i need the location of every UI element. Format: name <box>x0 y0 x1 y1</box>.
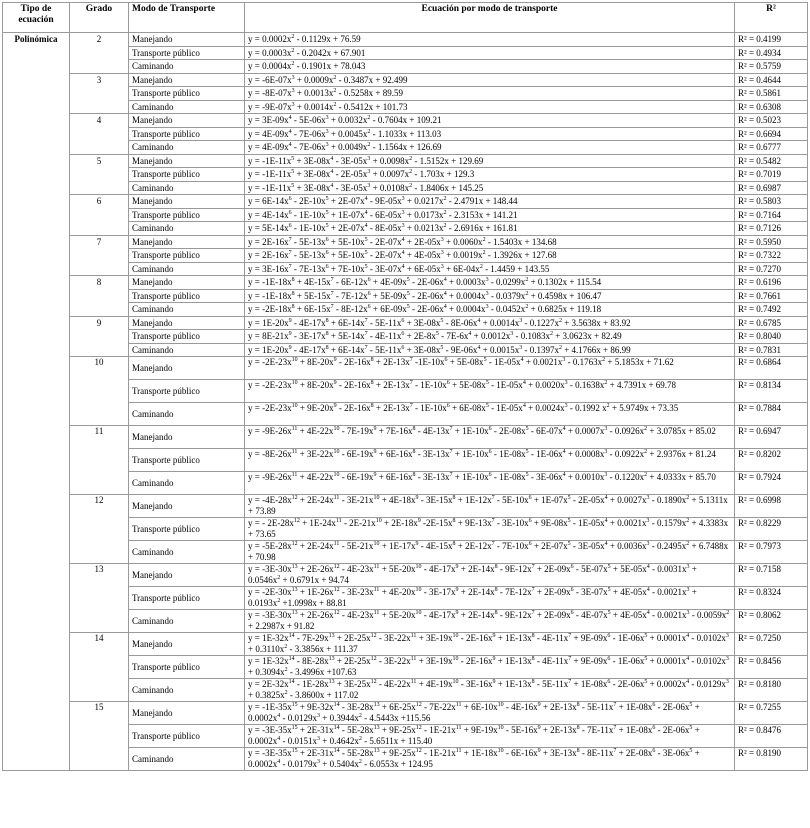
r2-cell: R² = 0.6864 <box>735 357 808 380</box>
modo-cell: Caminando <box>129 60 245 74</box>
modo-cell: Transporte público <box>129 289 245 303</box>
r2-cell: R² = 0.6947 <box>735 426 808 449</box>
table-row <box>3 357 808 380</box>
equation-cell: $y = -8E-07x^3 + 0.0013x^2 - 0.5258x + 89.59$ <box>245 87 735 101</box>
header-r2: R² <box>735 3 808 33</box>
r2-cell: R² = 0.7322 <box>735 249 808 263</box>
modo-cell: Transporte público <box>129 330 245 344</box>
equation-cell: $y = 6E-14x^6 - 2E-10x^5 + 2E-07x^4 - 9E-05x^3 + 0.0217x^2 - 2.4791x + 148.44$ <box>245 195 735 209</box>
grado-cell: 5 <box>70 154 129 195</box>
equation-cell: $y = -2E-23x^{10} + 8E-20x^9 - 2E-16x^8 + 2E-13x^7 - 1E-10x^6 + 5E-08x^5 - 1E-05x^4 + 0.0020x^3 - 0.1638x^2 + 4.7391x + 69.78$ <box>245 380 735 403</box>
r2-cell: R² = 0.8134 <box>735 380 808 403</box>
r2-cell: R² = 0.6998 <box>735 495 808 518</box>
modo-cell: Transporte público <box>129 380 245 403</box>
grado-cell: 7 <box>70 235 129 276</box>
equation-cell: $y = -3E-35x^{15} + 2E-31x^{14} - 5E-28x^{13} + 9E-25x^{12} - 1E-21x^{11} + 9E-19x^{10} - 5E-16x^9 + 2E-13x^8 - 7E-11x^7 + 1E-08x^6 - 2E-06x^5 + 0.0002x^4 - 0.0151x^3 + 0.4642x^2 - 5.6511x + 115.40$ <box>245 725 735 748</box>
grado-cell: 14 <box>70 633 129 702</box>
grado-cell: 9 <box>70 316 129 357</box>
equation-cell: $y = 1E-20x^9 - 4E-17x^8 + 6E-14x^7 - 5E-11x^6 + 3E-08x^5 - 8E-06x^4 + 0.0014x^3 - 0.1227x^2 + 3.5638x + 83.92$ <box>245 316 735 330</box>
modo-cell: Manejando <box>129 73 245 87</box>
grado-cell: 11 <box>70 426 129 495</box>
modo-cell: Manejando <box>129 154 245 168</box>
r2-cell: R² = 0.6196 <box>735 276 808 290</box>
equation-cell: $y = 4E-09x^4 - 7E-06x^3 + 0.0049x^2 - 1.1564x + 126.69$ <box>245 141 735 155</box>
equation-cell: $y = -1E-11x^5 + 3E-08x^4 - 3E-05x^3 + 0.0108x^2 - 1.8406x + 145.25$ <box>245 181 735 195</box>
modo-cell: Transporte público <box>129 46 245 60</box>
equation-cell: $y = -2E-23x^{10} + 9E-20x^9 - 2E-16x^8 + 2E-13x^7 - 1E-10x^6 + 6E-08x^5 - 1E-05x^4 + 0.0024x^3 - 0.1992$ $x^2 + 5.9749x + 73.35$ <box>245 403 735 426</box>
table-row <box>3 564 808 587</box>
r2-cell: R² = 0.7884 <box>735 403 808 426</box>
modo-cell: Caminando <box>129 541 245 564</box>
modo-cell: Transporte público <box>129 656 245 679</box>
r2-cell: R² = 0.5023 <box>735 114 808 128</box>
equation-cell: $y = 3E-16x^7 - 7E-13x^6 + 7E-10x^5 - 3E-07x^4 + 6E-05x^3 + 6E-04x^2 - 1.4459 + 143.55$ <box>245 262 735 276</box>
r2-cell: R² = 0.6777 <box>735 141 808 155</box>
r2-cell: R² = 0.6785 <box>735 316 808 330</box>
equation-cell: $y = 0.0003x^2 - 0.2042x + 67.901$ <box>245 46 735 60</box>
modo-cell: Transporte público <box>129 449 245 472</box>
r2-cell: R² = 0.7126 <box>735 222 808 236</box>
r2-cell: R² = 0.5803 <box>735 195 808 209</box>
equation-cell: $y = 3E-09x^4 - 5E-06x^3 + 0.0032x^2 - 0.7604x + 109.21$ <box>245 114 735 128</box>
table-row <box>3 235 808 249</box>
r2-cell: R² = 0.8476 <box>735 725 808 748</box>
modo-cell: Manejando <box>129 276 245 290</box>
equation-cell: $y = -1E-18x^8 + 5E-15x^7 - 7E-12x^6 + 5E-09x^5 - 2E-06x^4 + 0.0004x^3 - 0.0379x^2 + 0.4598x + 106.47$ <box>245 289 735 303</box>
modo-cell: Manejando <box>129 564 245 587</box>
modo-cell: Manejando <box>129 114 245 128</box>
r2-cell: R² = 0.5482 <box>735 154 808 168</box>
grado-cell: 3 <box>70 73 129 114</box>
r2-cell: R² = 0.5950 <box>735 235 808 249</box>
equation-cell: $y = 0.0002x^2 - 0.1129x + 76.59$ <box>245 33 735 47</box>
table-body <box>3 33 808 771</box>
table-row <box>3 73 808 87</box>
r2-cell: R² = 0.7250 <box>735 633 808 656</box>
equation-cell: $y = 0.0004x^2 - 0.1901x + 78.043$ <box>245 60 735 74</box>
modo-cell: Manejando <box>129 495 245 518</box>
r2-cell: R² = 0.8040 <box>735 330 808 344</box>
r2-cell: R² = 0.8190 <box>735 748 808 771</box>
modo-cell: Caminando <box>129 181 245 195</box>
equation-cell: $y = -8E-26x^{11} + 3E-22x^{10} - 6E-19x^9 + 6E-16x^8 - 3E-13x^7 + 1E-10x^6 - 1E-08x^5 - 1E-06x^4 + 0.0008x^3 - 0.0922x^2 + 2.9376x + 81.24$ <box>245 449 735 472</box>
equation-cell: $y = -3E-30x^{13} + 2E-26x^{12} - 4E-23x^{11} + 5E-20x^{10} - 4E-17x^9 + 2E-14x^8 - 9E-12x^7 + 2E-09x^6 - 4E-07x^5 + 4E-05x^4 - 0.0021x^3 - 0.0059x^2 + 2.2987x + 91.82$ <box>245 610 735 633</box>
r2-cell: R² = 0.7661 <box>735 289 808 303</box>
r2-cell: R² = 0.4934 <box>735 46 808 60</box>
equation-cell: $y = -9E-26x^{11} + 4E-22x^{10} - 6E-19x^9 + 6E-16x^8 - 3E-13x^7 + 1E-10x^6 - 1E-08x^5 - 3E-06x^4 + 0.0010x^3 - 0.1220x^2 + 4.0333x + 85.70$ <box>245 472 735 495</box>
table-row <box>3 33 808 47</box>
modo-cell: Transporte público <box>129 518 245 541</box>
modo-cell: Manejando <box>129 633 245 656</box>
equation-cell: $y = -9E-07x^3 + 0.0014x^2 - 0.5412x + 101.73$ <box>245 100 735 114</box>
r2-cell: R² = 0.5759 <box>735 60 808 74</box>
header-modo: Modo de Transporte <box>129 3 245 33</box>
modo-cell: Caminando <box>129 222 245 236</box>
header-row <box>3 3 808 33</box>
equation-cell: $y = 1E-32x^{14} - 7E-29x^{13} + 2E-25x^{12} - 3E-22x^{11} + 3E-19x^{10} - 2E-16x^9 + 1E-13x^8 - 4E-11x^7 + 9E-09x^6 - 1E-06x^5 + 0.0001x^4 - 0.0102x^3 + 0.3110x^2 - 3.3856x + 111.37$ <box>245 633 735 656</box>
modo-cell: Transporte público <box>129 87 245 101</box>
table-row <box>3 195 808 209</box>
modo-cell: Caminando <box>129 141 245 155</box>
equation-cell: $y = -3E-35x^{15} + 2E-31x^{14} - 5E-28x^{13} + 9E-25x^{12} - 1E-21x^{11} + 1E-18x^{10} - 6E-16x^9 + 3E-13x^8 - 8E-11x^7 + 2E-08x^6 - 3E-06x^5 + 0.0002x^4 - 0.0179x^3 + 0.5404x^2 - 6.0553x + 124.95$ <box>245 748 735 771</box>
equation-cell: $y = 2E-16x^7 - 5E-13x^6 + 5E-10x^5 - 2E-07x^4 + 4E-05x^3 + 0.0019x^2 - 1.3926x + 127.68$ <box>245 249 735 263</box>
table-row <box>3 154 808 168</box>
modo-cell: Manejando <box>129 195 245 209</box>
r2-cell: R² = 0.8062 <box>735 610 808 633</box>
equation-cell: $y = 5E-14x^6 - 1E-10x^5 + 2E-07x^4 - 8E-05x^3 + 0.0213x^2 - 2.6916x + 161.81$ <box>245 222 735 236</box>
modo-cell: Manejando <box>129 316 245 330</box>
r2-cell: R² = 0.6308 <box>735 100 808 114</box>
r2-cell: R² = 0.8180 <box>735 679 808 702</box>
r2-cell: R² = 0.4199 <box>735 33 808 47</box>
r2-cell: R² = 0.7255 <box>735 702 808 725</box>
table-row <box>3 316 808 330</box>
r2-cell: R² = 0.6694 <box>735 127 808 141</box>
equation-cell: $y = -5E-28x^{12} + 2E-24x^{11} - 5E-21x^{10} + 1E-17x^9 - 4E-15x^8 + 2E-12x^7 - 7E-10x^6 + 2E-07x^5 - 3E-05x^4 + 0.0036x^3 - 0.2495x^2 + 6.7488x + 70.98$ <box>245 541 735 564</box>
r2-cell: R² = 0.7164 <box>735 208 808 222</box>
equation-cell: $y = 2E-32x^{14} - 1E-28x^{13} + 3E-25x^{12} - 4E-22x^{11} + 4E-19x^{10} - 3E-16x^9 + 1E-13x^8 - 5E-11x^7 + 1E-08x^6 - 2E-06x^5 + 0.0002x^4 - 0.0129x^3 + 0.3825x^2 - 3.8600x + 117.02$ <box>245 679 735 702</box>
equation-cell: $y = -1E-18x^8 + 4E-15x^7 - 6E-12x^6 + 4E-09x^5 - 2E-06x^4 + 0.0003x^3 - 0.0299x^2 + 0.1302x + 115.54$ <box>245 276 735 290</box>
table-row <box>3 702 808 725</box>
equation-cell: $y = -1E-11x^5 + 3E-08x^4 - 3E-05x^3 + 0.0098x^2 - 1.5152x + 129.69$ <box>245 154 735 168</box>
equation-cell: $y = -4E-28x^{12} + 2E-24x^{11} - 3E-21x^{10} + 4E-18x^9 - 3E-15x^8 + 1E-12x^7 - 5E-10x^6 + 1E-07x^5 - 2E-05x^4 + 0.0027x^3 - 0.1890x^2 + 5.1311x + 73.89$ <box>245 495 735 518</box>
table-row <box>3 495 808 518</box>
modo-cell: Transporte público <box>129 208 245 222</box>
equation-cell: $y = -1E-11x^5 + 3E-08x^4 - 2E-05x^3 + 0.0097x^2 - 1.703x + 129.3$ <box>245 168 735 182</box>
r2-cell: R² = 0.4644 <box>735 73 808 87</box>
modo-cell: Manejando <box>129 33 245 47</box>
tipo-ecuacion-cell: Polinómica <box>3 33 70 771</box>
header-tipo: Tipo de ecuación <box>3 3 70 33</box>
equation-cell: $y = 2E-16x^7 - 5E-13x^6 + 5E-10x^5 - 2E-07x^4 + 2E-05x^3 + 0.0060x^2 - 1.5403x + 134.68$ <box>245 235 735 249</box>
equation-cell: $y = -2E-30x^{13} + 1E-26x^{12} - 3E-23x^{11} + 4E-20x^{10} - 3E-17x^9 + 2E-14x^8 - 7E-12x^7 + 2E-09x^6 - 3E-07x^5 + 4E-05x^4 - 0.0021x^3 + 0.0193x^2 +1.0998x + 88.81$ <box>245 587 735 610</box>
modo-cell: Caminando <box>129 679 245 702</box>
modo-cell: Caminando <box>129 343 245 357</box>
r2-cell: R² = 0.8229 <box>735 518 808 541</box>
grado-cell: 10 <box>70 357 129 426</box>
grado-cell: 2 <box>70 33 129 74</box>
equation-cell: $y = 8E-21x^9 - 3E-17x^8 + 5E-14x^7 - 4E-11x^6 + 2E-8x^5 - 7E-6x^4 + 0.0012x^3 - 0.1083x^2 + 3.0623x + 82.49$ <box>245 330 735 344</box>
modo-cell: Transporte público <box>129 249 245 263</box>
modo-cell: Transporte público <box>129 725 245 748</box>
equation-cell: $y = 4E-09x^4 - 7E-06x^3 + 0.0045x^2 - 1.1033x + 113.03$ <box>245 127 735 141</box>
r2-cell: R² = 0.7492 <box>735 303 808 317</box>
grado-cell: 4 <box>70 114 129 155</box>
r2-cell: R² = 0.8202 <box>735 449 808 472</box>
modo-cell: Caminando <box>129 100 245 114</box>
r2-cell: R² = 0.7270 <box>735 262 808 276</box>
equation-cell: $y = -2E-18x^8 + 6E-15x^7 - 8E-12x^6 + 6E-09x^5 - 2E-06x^4 + 0.0004x^3 - 0.0452x^2 + 0.6825x + 119.18$ <box>245 303 735 317</box>
modo-cell: Caminando <box>129 303 245 317</box>
modo-cell: Manejando <box>129 702 245 725</box>
r2-cell: R² = 0.7831 <box>735 343 808 357</box>
table-row <box>3 114 808 128</box>
grado-cell: 8 <box>70 276 129 317</box>
equation-cell: $y = -6E-07x^3 + 0.0009x^2 - 0.3487x + 92.499$ <box>245 73 735 87</box>
equation-cell: $y = 1E-32x^{14} - 8E-28x^{13} + 2E-25x^{12} - 3E-22x^{11} + 3E-19x^{10} - 2E-16x^9 + 1E-13x^8 - 4E-11x^7 + 9E-09x^6 - 1E-06x^5 + 0.0001x^4 - 0.0102x^3 + 0.3094x^2 - 3.4996x +107.63$ <box>245 656 735 679</box>
equation-cell: $y = -3E-30x^{13} + 2E-26x^{12} - 4E-23x^{11} + 5E-20x^{10} - 4E-17x^9 + 2E-14x^8 - 9E-12x^7 + 2E-09x^6 - 5E-07x^5 + 5E-05x^4 - 0.0031x^3 + 0.0546x^2 + 0.6791x + 94.74$ <box>245 564 735 587</box>
grado-cell: 12 <box>70 495 129 564</box>
table-row <box>3 276 808 290</box>
modo-cell: Manejando <box>129 426 245 449</box>
equation-cell: $y = 1E-20x^9 - 4E-17x^8 + 6E-14x^7 - 5E-11x^6 + 3E-08x^5 - 9E-06x^4 + 0.0015x^3 - 0.1397x^2 + 4.1766x + 86.99$ <box>245 343 735 357</box>
modo-cell: Transporte público <box>129 587 245 610</box>
table-row <box>3 426 808 449</box>
equation-cell: y = - $2E-28x^{12} + 1E-24x^{11} - 2E-21x^{10} + 2E-18x^9$ $-2E-15x^8 + 9E-13x^7 - 3E-10x^6 + 9E-08x^5 - 1E-05x^4 + 0.0021x^3 - 0.1579x^2 + 4.3383x + 73.65$ <box>245 518 735 541</box>
header-ecuacion: Ecuación por modo de transporte <box>245 3 735 33</box>
grado-cell: 6 <box>70 195 129 236</box>
equations-table <box>2 2 808 771</box>
grado-cell: 15 <box>70 702 129 771</box>
modo-cell: Manejando <box>129 357 245 380</box>
equation-cell: $y = -9E-26x^{11} + 4E-22x^{10} - 7E-19x^9 + 7E-16x^8 - 4E-13x^7 + 1E-10x^6 - 2E-08x^5 - 6E-07x^4 + 0.0007x^3 - 0.0926x^2 + 3.0785x + 85.02$ <box>245 426 735 449</box>
modo-cell: Caminando <box>129 472 245 495</box>
modo-cell: Transporte público <box>129 127 245 141</box>
modo-cell: Transporte público <box>129 168 245 182</box>
r2-cell: R² = 0.8456 <box>735 656 808 679</box>
equation-cell: $y = -1E-35x^{15} + 9E-32x^{14} - 3E-28x^{13} + 6E-25x^{12} - 7E-22x^{11} + 6E-10x^{10} - 4E-16x^9 + 2E-13x^8 - 5E-11x^7 + 1E-08x^6 - 2E-06x^5 + 0.0002x^4 - 0.0129x^3 + 0.3944x^2 - 4.5443x +115.56$ <box>245 702 735 725</box>
r2-cell: R² = 0.7924 <box>735 472 808 495</box>
modo-cell: Caminando <box>129 262 245 276</box>
grado-cell: 13 <box>70 564 129 633</box>
r2-cell: R² = 0.6987 <box>735 181 808 195</box>
modo-cell: Caminando <box>129 748 245 771</box>
table-row <box>3 633 808 656</box>
r2-cell: R² = 0.7019 <box>735 168 808 182</box>
modo-cell: Caminando <box>129 403 245 426</box>
r2-cell: R² = 0.8324 <box>735 587 808 610</box>
modo-cell: Manejando <box>129 235 245 249</box>
r2-cell: R² = 0.7973 <box>735 541 808 564</box>
equation-cell: $y = 4E-14x^6 - 1E-10x^5 + 1E-07x^4 - 6E-05x^3 + 0.0173x^2 - 2.3153x + 141.21$ <box>245 208 735 222</box>
header-grado: Grado <box>70 3 129 33</box>
modo-cell: Caminando <box>129 610 245 633</box>
r2-cell: R² = 0.5861 <box>735 87 808 101</box>
r2-cell: R² = 0.7158 <box>735 564 808 587</box>
equation-cell: $y = -2E-23x^{10} + 8E-20x^9 - 2E-16x^8 + 2E-13x^7$ $-1E-10x^6 + 5E-08x^5 - 1E-05x^4 + 0.0021x^3 - 0.1763x^2 + 5.1853x + 71.62$ <box>245 357 735 380</box>
